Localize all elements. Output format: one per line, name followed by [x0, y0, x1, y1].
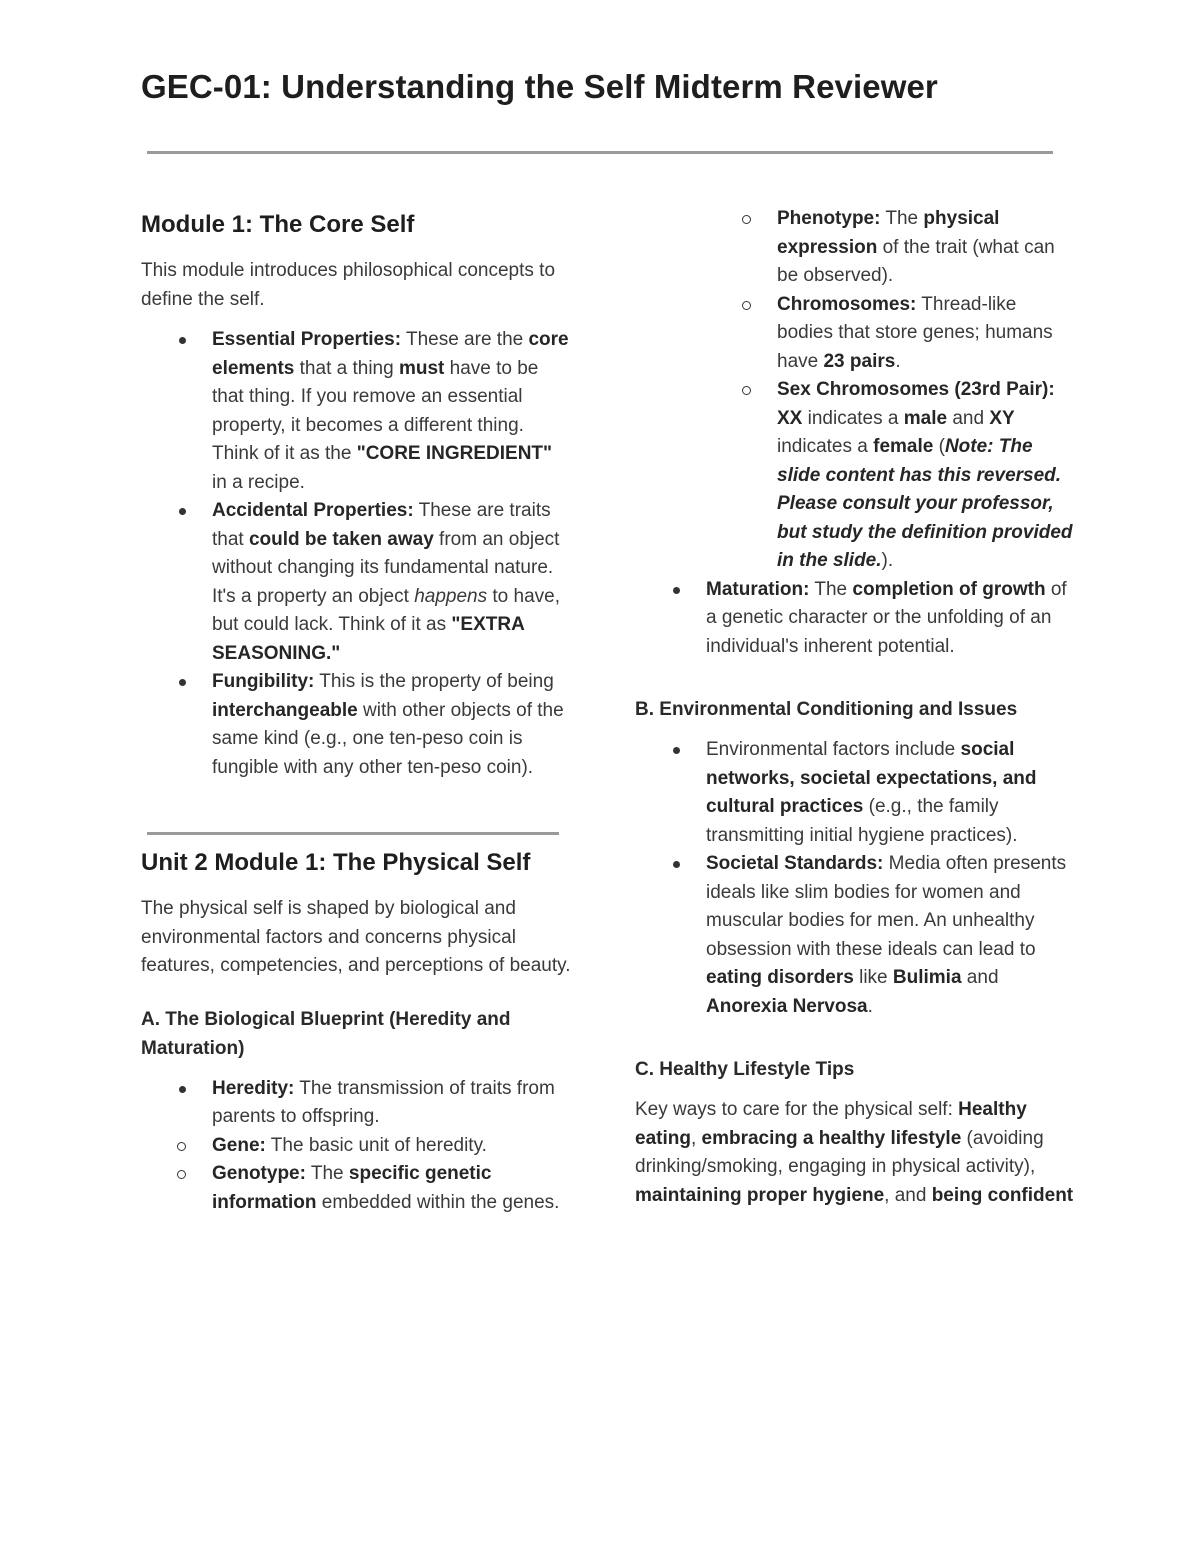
- bullet-icon: [179, 508, 186, 515]
- module1-intro: This module introduces philosophical concepts to define the self.: [141, 260, 556, 310]
- heredity-sublist: [141, 1132, 571, 1218]
- circle-bullet-icon: [742, 215, 751, 224]
- list-item-fungibility: Fungibility: This is the property of being interchangeable with other objects of the same kind (e.g., one ten-peso coin is fungible with any other ten-peso coin).: [141, 668, 571, 782]
- list-item-environmental-factors: Environmental factors include social networks, societal expectations, and cultural practices (e.g., the family transmitting initial hygiene practices).: [635, 736, 1075, 850]
- circle-bullet-icon: [177, 1142, 186, 1151]
- section-b-list: [635, 736, 1075, 1021]
- left-column: [141, 207, 571, 1217]
- list-item-phenotype: Phenotype: The physical expression of the trait (what can be observed).: [706, 205, 1075, 291]
- bullet-icon: [179, 679, 186, 686]
- list-item-heredity: Heredity: The transmission of traits from parents to offspring. Gene: The basic unit of heredity. Genotype: The specific genetic information embedded within the genes.: [141, 1075, 571, 1218]
- heredity-sublist-continued: [635, 205, 1075, 576]
- list-item-genotype: Genotype: The specific genetic information embedded within the genes.: [141, 1160, 571, 1217]
- bullet-icon: [673, 587, 680, 594]
- section-a-list-continued: [635, 576, 1075, 662]
- list-item-sex-chromosomes: Sex Chromosomes (23rd Pair): XX indicates a male and XY indicates a female (Note: The slide content has this reversed. Please consult your professor, but study the definition provided in the slide.).: [706, 376, 1075, 576]
- list-item-societal-standards: Societal Standards: Media often presents ideals like slim bodies for women and muscular bodies for men. An unhealthy obsession with these ideals can lead to eating disorders like Bulimia and Anorexia Nervosa.: [635, 850, 1075, 1021]
- section-a-heading: A. The Biological Blueprint (Heredity and Maturation): [141, 1008, 511, 1059]
- bullet-icon: [179, 1086, 186, 1093]
- title-divider: [147, 151, 1053, 154]
- list-item-essential-properties: Essential Properties: These are the core elements that a thing must have to be that thing. If you remove an essential property, it becomes a different thing. Think of it as the "CORE INGREDIENT" in a recipe.: [141, 326, 571, 497]
- list-item-accidental-properties: Accidental Properties: These are traits that could be taken away from an object without changing its fundamental nature. It's a property an object happens to have, but could lack. Think of it as "EXTRA SEASONING.": [141, 497, 571, 668]
- module1-list: [141, 326, 571, 782]
- section-divider: [147, 832, 559, 835]
- section-c-text: Key ways to care for the physical self: Healthy eating, embracing a healthy lifestyle (avoiding drinking/smoking, engaging in physical activity), maintaining proper hygiene, and being confident: [635, 1099, 1074, 1206]
- module1-heading: Module 1: The Core Self: [141, 211, 415, 238]
- unit2-heading: Unit 2 Module 1: The Physical Self: [141, 849, 531, 876]
- section-c-heading: C. Healthy Lifestyle Tips: [635, 1059, 855, 1080]
- list-item-maturation: Maturation: The completion of growth of a genetic character or the unfolding of an individual's inherent potential.: [635, 576, 1075, 662]
- document-title: GEC-01: Understanding the Self Midterm Reviewer: [141, 68, 938, 105]
- unit2-intro: The physical self is shaped by biological and environmental factors and concerns physical features, competencies, and perceptions of beauty.: [141, 898, 571, 976]
- circle-bullet-icon: [742, 386, 751, 395]
- bullet-icon: [673, 861, 680, 868]
- list-item-chromosomes: Chromosomes: Thread-like bodies that store genes; humans have 23 pairs.: [706, 291, 1075, 377]
- section-a-list: [141, 1075, 571, 1218]
- bullet-icon: [179, 337, 186, 344]
- circle-bullet-icon: [742, 301, 751, 310]
- bullet-icon: [673, 747, 680, 754]
- section-b-heading: B. Environmental Conditioning and Issues: [635, 699, 1018, 720]
- right-column: [635, 205, 1075, 1210]
- list-item-gene: Gene: The basic unit of heredity.: [141, 1132, 571, 1161]
- circle-bullet-icon: [177, 1170, 186, 1179]
